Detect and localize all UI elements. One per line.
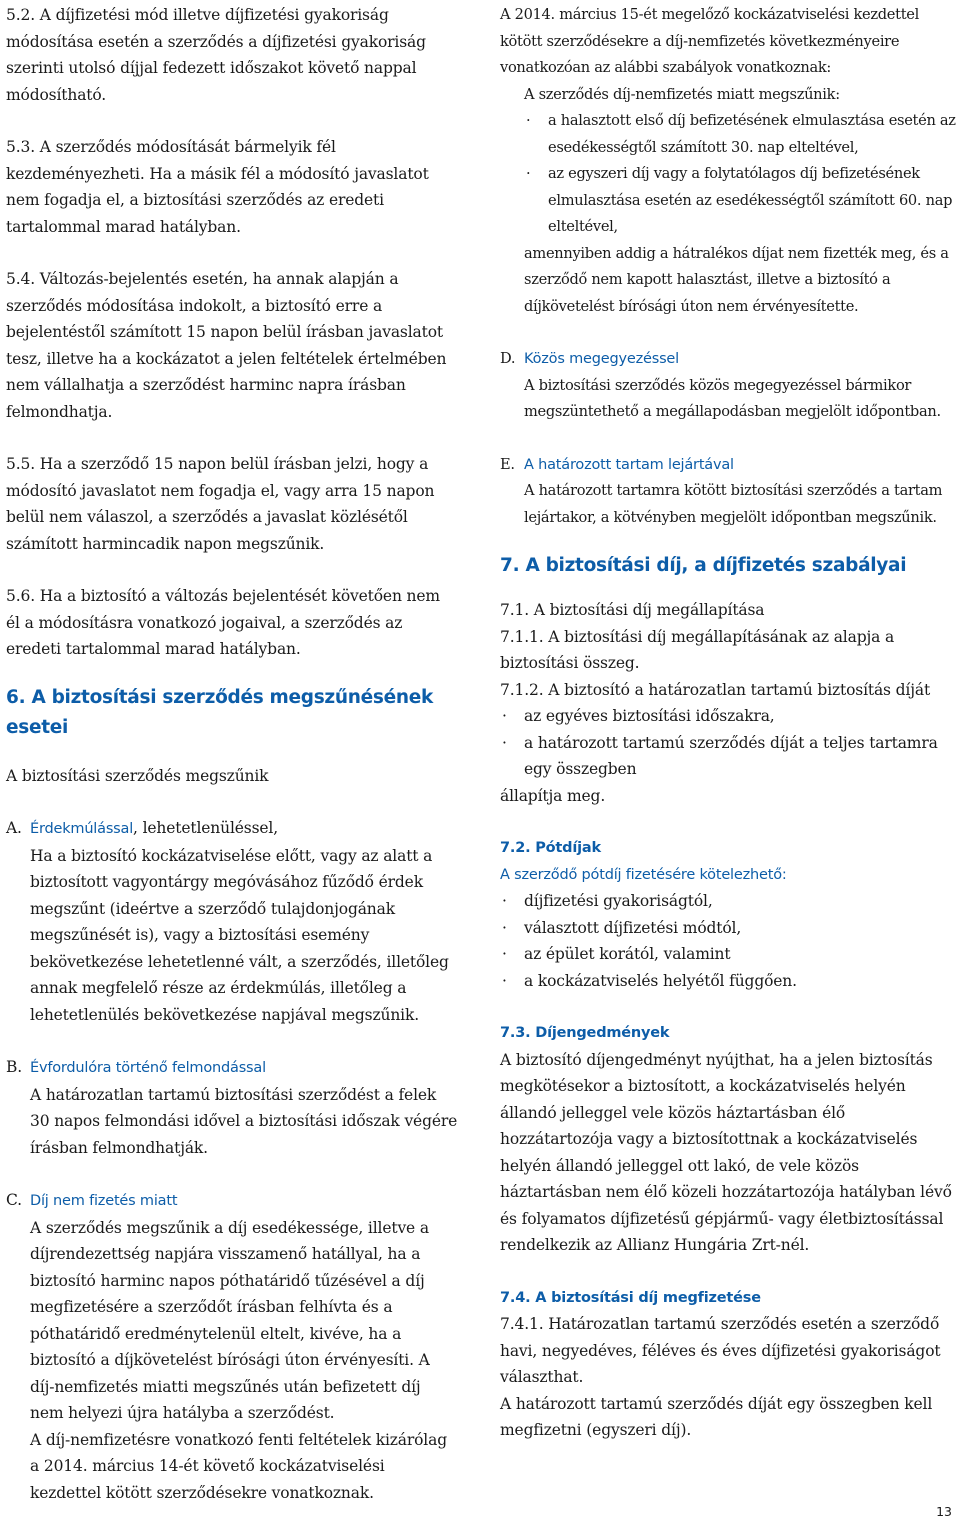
- paragraph-5-6: 5.6. Ha a biztosító a változás bejelentését követően nem él a módosításra vonatkozó jogaival, a szerződés az eredeti tartalommal marad hatályban.: [6, 587, 440, 658]
- item-b: [6, 1054, 458, 1161]
- item-c-bullet-1: · a halasztott első díj befizetésének elmulasztása esetén az esedékességtől számított 30. nap elteltével,: [524, 108, 956, 161]
- item-c-letter: C.: [6, 1191, 22, 1209]
- section-7-2-heading: 7.2. Pótdíjak: [500, 840, 601, 856]
- paragraph-5-4: 5.4. Változás-bejelentés esetén, ha annak alapján a szerződés módosítása indokolt, a biztosító erre a bejelentéstől számított 15 napon belül írásban javaslatot tesz, illetve ha a kockázatot a jelen feltételek értelmében nem vállalhatja a szerződést harminc napra írásban felmondhatja.: [6, 270, 447, 421]
- page-number: 13: [936, 1504, 952, 1519]
- paragraph-7-1-2-bullet-2: · a határozott tartamú szerződés díját a teljes tartamra egy összegben: [500, 730, 956, 783]
- item-b-title: Évfordulóra történő felmondással: [30, 1060, 266, 1076]
- item-a-text: Ha a biztosító kockázatviselése előtt, vagy az alatt a biztosított vagyontárgy megóvásához fűződő érdek megszűnt (ideértve a szerződő tulajdonjogának megszűnését is), vagy a biztosítási esemény bekövetkezése lehetetlenné vált, a szerződés, illetőleg annak megfelelő része az érdekmúlás, illetőleg a lehetetlenülés bekövetkezése napjával megszűnik.: [30, 846, 449, 1024]
- paragraph-7-4-1b: A határozott tartamú szerződés díját egy összegben kell megfizetni (egyszeri díj).: [500, 1394, 933, 1439]
- item-a: [6, 815, 458, 1028]
- paragraph-7-3: A biztosító díjengedményt nyújthat, ha a jelen biztosítás megkötésekor a biztosított, a kockázatviselés helyén állandó jelleggel vele közös háztartásban élő hozzátartozója vagy a biztosítottnak a kockázatviselés helyén állandó jelleggel ott lakó, de vele közös háztartásban nem élő közeli hozzátartozója hatályban lévő és folyamatos díjfizetésű gépjármű- vagy életbiztosítással rendelkezik az Allianz Hungária Zrt-nél.: [500, 1050, 952, 1254]
- paragraph-7-1: 7.1. A biztosítási díj megállapítása: [500, 601, 765, 619]
- item-b-letter: B.: [6, 1058, 23, 1076]
- paragraph-5-2: 5.2. A díjfizetési mód illetve díjfizetési gyakoriság módosítása esetén a szerződés a díjfizetési gyakoriság szerinti utolsó díjjal fedezett időszakot követő nappal módosítható.: [6, 6, 426, 104]
- item-c-cont-text: A 2014. március 15-ét megelőző kockázatviselési kezdettel kötött szerződésekre a díj-nemfizetés következményeire vonatkozóan az alábbi szabályok vonatkoznak:: [500, 6, 919, 76]
- item-c-continued: [500, 2, 956, 320]
- section-7-2-bullet-3: · az épület korától, valamint: [500, 941, 956, 968]
- section-6-heading: 6. A biztosítási szerződés megszűnésének esetei: [6, 686, 433, 738]
- left-column: [6, 2, 458, 1506]
- item-e-title: A határozott tartam lejártával: [524, 456, 734, 473]
- item-c-text: A szerződés megszűnik a díj esedékessége, illetve a díjrendezettség napjára visszamenő hatállyal, ha a biztosító harminc napos póthatáridő tűzésével a díj megfizetésére a szerződőt írásban felhívta és a póthatáridő eredménytelenül eltelt, kivéve, ha a biztosító a díjkövetelést bírósági úton érvényesíti. A díj-nemfizetés miatti megszűnés után befizetett díj nem helyezi újra hatályba a szerződést.: [30, 1218, 430, 1422]
- item-d-text: A biztosítási szerződés közös megegyezéssel bármikor megszüntethető a megállapodásban megjelölt időpontban.: [524, 376, 941, 420]
- item-c-bullet-2: · az egyszeri díj vagy a folytatólagos díj befizetésének elmulasztása esetén az esedékességtől számított 60. nap elteltével,: [524, 161, 956, 241]
- item-d-letter: D.: [500, 350, 516, 367]
- item-c-cont-text-2: A szerződés díj-nemfizetés miatt megszűnik:: [524, 85, 840, 103]
- item-d: [500, 346, 956, 426]
- item-a-letter: A.: [6, 819, 22, 837]
- paragraph-7-4-1: 7.4.1. Határozatlan tartamú szerződés esetén a szerződő havi, negyedéves, féléves és éves díjfizetési gyakoriságot választhat.: [500, 1315, 941, 1386]
- item-c-title: Díj nem fizetés miatt: [30, 1193, 178, 1209]
- paragraph-5-5: 5.5. Ha a szerződő 15 napon belül írásban jelzi, hogy a módosító javaslatot nem fogadja el, vagy arra 15 napon belül nem válaszol, a szerződés a javaslat közlésétől számított harmincadik napon megszűnik.: [6, 455, 435, 553]
- right-column: [500, 2, 956, 1444]
- paragraph-5-3: 5.3. A szerződés módosítását bármelyik fél kezdeményezheti. Ha a másik fél a módosító javaslatot nem fogadja el, a biztosítási szerződés az eredeti tartalommal marad hatályban.: [6, 138, 429, 236]
- item-d-title: Közös megegyezéssel: [524, 351, 679, 367]
- item-b-text: A határozatlan tartamú biztosítási szerződést a felek 30 napos felmondási idővel a biztosítási időszak végére írásban felmondhatják.: [30, 1085, 458, 1157]
- item-a-title: Érdekmúlással: [30, 821, 134, 837]
- section-7-4-heading: 7.4. A biztosítási díj megfizetése: [500, 1289, 761, 1306]
- item-c: [6, 1187, 458, 1506]
- item-e: [500, 452, 956, 532]
- paragraph-7-1-1: 7.1.1. A biztosítási díj megállapításának az alapja a biztosítási összeg.: [500, 627, 895, 672]
- item-c-cont-text-3: amennyiben addig a hátralékos díjat nem fizették meg, és a szerződő nem kapott halasztást, illetve a biztosító a díjkövetelést bírósági úton nem érvényesítette.: [524, 244, 949, 315]
- section-7-3-heading: 7.3. Díjengedmények: [500, 1025, 670, 1041]
- paragraph-7-1-2: 7.1.2. A biztosító a határozatlan tartamú biztosítás díját: [500, 680, 931, 699]
- section-7-2-intro: A szerződő pótdíj fizetésére kötelezhető:: [500, 866, 787, 883]
- paragraph-7-1-2-end: állapítja meg.: [500, 786, 606, 805]
- paragraph-7-1-2-bullet-1: · az egyéves biztosítási időszakra,: [500, 703, 956, 730]
- section-7-2-bullet-1: · díjfizetési gyakoriságtól,: [500, 888, 956, 915]
- section-7-2-bullet-2: · választott díjfizetési módtól,: [500, 915, 956, 942]
- item-a-title-rest: , lehetetlenüléssel,: [133, 819, 279, 837]
- section-7-2-bullet-4: · a kockázatviselés helyétől függően.: [500, 968, 956, 995]
- item-e-letter: E.: [500, 455, 515, 473]
- item-c-text-2: A díj-nemfizetésre vonatkozó fenti feltételek kizárólag a 2014. március 14-ét követő kockázatviselési kezdettel kötött szerződésekre vonatkoznak.: [30, 1430, 447, 1502]
- section-6-intro: A biztosítási szerződés megszűnik: [6, 766, 269, 785]
- item-e-text: A határozott tartamra kötött biztosítási szerződés a tartam lejártakor, a kötvényben megjelölt időpontban megszűnik.: [524, 482, 943, 526]
- section-7-heading: 7. A biztosítási díj, a díjfizetés szabályai: [500, 555, 907, 576]
